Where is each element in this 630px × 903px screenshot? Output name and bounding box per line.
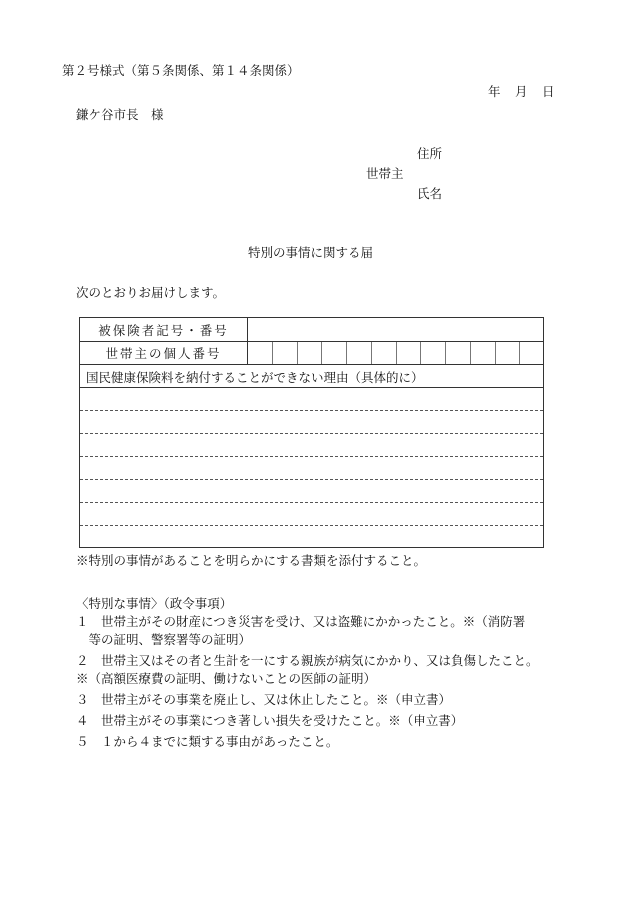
digit-box[interactable] [520, 342, 545, 364]
digit-box[interactable] [273, 342, 298, 364]
name-label: 氏名 [417, 186, 443, 201]
insured-number-label: 被保険者記号・番号 [80, 318, 248, 341]
writing-line [80, 479, 543, 480]
my-number-label: 世帯主の個人番号 [80, 342, 248, 364]
reason-area[interactable] [80, 365, 543, 547]
insured-number-row [80, 318, 543, 342]
my-number-field[interactable] [248, 342, 543, 364]
writing-line [80, 433, 543, 434]
digit-box[interactable] [397, 342, 422, 364]
special-item-2-cont: ※（高額医療費の証明、働けないことの医師の証明） [76, 671, 377, 686]
reason-label: 国民健康保険料を納付することができない理由（具体的に） [86, 370, 424, 385]
special-item-1-cont: 等の証明、警察署等の証明） [76, 632, 252, 647]
document-title: 特別の事情に関する届 [248, 245, 374, 260]
digit-box[interactable] [322, 342, 347, 364]
date-line: 年 月 日 [488, 84, 556, 99]
digit-box[interactable] [471, 342, 496, 364]
writing-line [80, 410, 543, 411]
digit-box[interactable] [496, 342, 521, 364]
writing-line [80, 525, 543, 526]
digit-box[interactable] [347, 342, 372, 364]
writing-line [80, 502, 543, 503]
special-item-4: ４ 世帯主がその事業につき著しい損失を受けたこと。※（申立書） [76, 713, 464, 728]
digit-box[interactable] [248, 342, 273, 364]
digit-box[interactable] [298, 342, 323, 364]
special-item-5: ５ １から４までに類する事由があったこと。 [76, 734, 339, 749]
form-number: 第２号様式（第５条関係、第１４条関係） [62, 63, 300, 78]
digit-box[interactable] [372, 342, 397, 364]
address-label: 住所 [417, 146, 443, 161]
attachment-note: ※特別の事情があることを明らかにする書類を添付すること。 [76, 553, 427, 568]
householder-label: 世帯主 [366, 166, 404, 181]
digit-box[interactable] [421, 342, 446, 364]
special-item-3: ３ 世帯主がその事業を廃止し、又は休止したこと。※（申立書） [76, 692, 452, 707]
addressee: 鎌ケ谷市長 様 [76, 107, 164, 122]
special-item-2: ２ 世帯主又はその者と生計を一にする親族が病気にかかり、又は負傷したこと。 [76, 653, 539, 668]
intro-text: 次のとおりお届けします。 [76, 285, 226, 300]
special-circumstances-heading: 〈特別な事情〉（政令事項） [76, 596, 233, 611]
my-number-row [80, 342, 543, 365]
insured-number-field[interactable] [248, 318, 543, 341]
writing-line [80, 456, 543, 457]
special-item-1: １ 世帯主がその財産につき災害を受け、又は盗難にかかったこと。※（消防署 [76, 614, 526, 629]
reason-header-divider [80, 387, 543, 388]
digit-box[interactable] [446, 342, 471, 364]
notification-form-table [79, 317, 544, 548]
